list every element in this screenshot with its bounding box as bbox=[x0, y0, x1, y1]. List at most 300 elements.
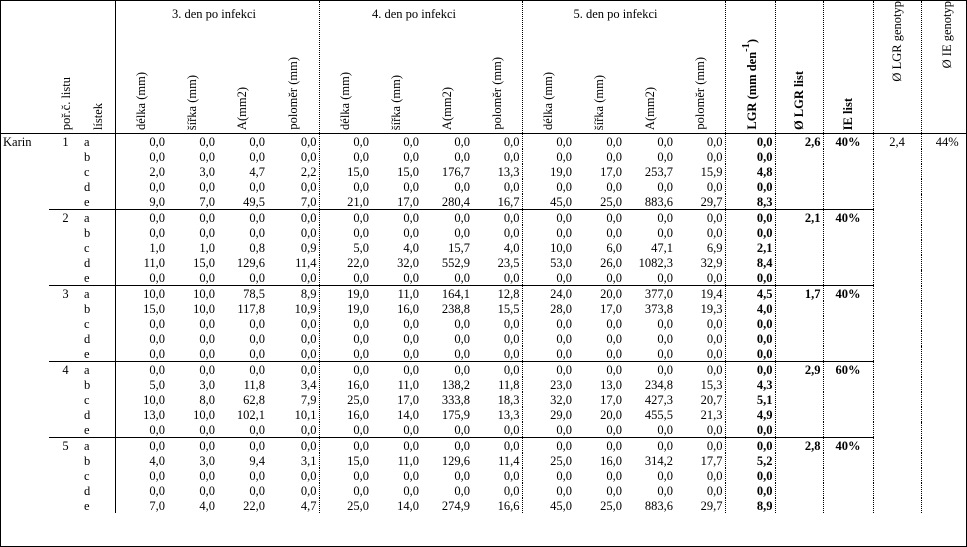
d3-area-cell: 0,0 bbox=[249, 422, 265, 437]
avg-lgr-leaf-blank bbox=[775, 270, 823, 286]
d5-length-cell: 32,0 bbox=[522, 392, 574, 407]
d4-radius-cell: 15,5 bbox=[497, 301, 520, 316]
d4-width-cell: 0,0 bbox=[403, 225, 419, 240]
d5-width-cell: 0,0 bbox=[606, 270, 622, 285]
d4-width-cell: 14,0 bbox=[397, 498, 419, 513]
lgr-cell: 0,0 bbox=[725, 134, 775, 150]
d5-width-cell: 0,0 bbox=[574, 438, 624, 454]
avg-lgr-genotype-blank bbox=[873, 392, 921, 407]
d3-area-cell: 11,8 bbox=[243, 377, 265, 392]
d3-area-cell: 0,0 bbox=[217, 134, 267, 150]
d3-radius-cell: 0,0 bbox=[300, 483, 317, 498]
d5-length-cell: 0,0 bbox=[522, 331, 574, 346]
avg-lgr-genotype-blank bbox=[873, 210, 921, 226]
avg-lgr-leaf-cell: 1,7 bbox=[775, 286, 823, 302]
d3-width-cell: 0,0 bbox=[199, 316, 215, 331]
header-d5-area: A(mm2) bbox=[624, 1, 675, 134]
lgr-cell: 0,0 bbox=[725, 468, 775, 483]
ie-leaf-blank bbox=[823, 392, 873, 407]
d4-area-cell: 138,2 bbox=[441, 377, 470, 392]
header-d5-length: délka (mm) bbox=[522, 1, 574, 134]
genotype-blank bbox=[1, 407, 49, 422]
d5-area-cell: 0,0 bbox=[657, 331, 673, 346]
d4-width-cell: 0,0 bbox=[403, 346, 419, 361]
lgr-cell: 0,0 bbox=[725, 483, 775, 498]
d4-length-cell: 0,0 bbox=[319, 179, 371, 194]
d3-area-cell: 0,0 bbox=[249, 346, 265, 361]
d5-area-cell: 314,2 bbox=[644, 453, 673, 468]
avg-lgr-leaf-blank bbox=[775, 225, 823, 240]
lgr-cell: 0,0 bbox=[725, 316, 775, 331]
avg-lgr-genotype-blank bbox=[873, 225, 921, 240]
table-row bbox=[1, 498, 967, 513]
d5-area-cell: 0,0 bbox=[657, 316, 673, 331]
d3-area-cell: 0,0 bbox=[249, 468, 265, 483]
leaf-number-blank bbox=[49, 498, 82, 513]
d4-width-cell: 0,0 bbox=[403, 149, 419, 164]
leaf-number-blank bbox=[49, 225, 82, 240]
d4-length-cell: 0,0 bbox=[319, 210, 371, 226]
lgr-cell: 4,8 bbox=[725, 164, 775, 179]
ie-leaf-blank bbox=[823, 483, 873, 498]
avg-lgr-genotype-blank bbox=[873, 194, 921, 210]
d3-length-cell: 0,0 bbox=[115, 270, 167, 286]
d3-width-cell: 0,0 bbox=[199, 179, 215, 194]
d4-area-cell: 129,6 bbox=[441, 453, 470, 468]
header-d3-length: délka (mm) bbox=[115, 1, 167, 134]
leaflet-letter: c bbox=[84, 468, 90, 483]
avg-ie-genotype-blank bbox=[921, 377, 967, 392]
avg-lgr-genotype-blank bbox=[873, 179, 921, 194]
d5-radius-cell: 0,0 bbox=[706, 225, 723, 240]
genotype-blank bbox=[1, 362, 49, 378]
d3-length-cell: 9,0 bbox=[115, 194, 167, 210]
lgr-cell: 4,9 bbox=[725, 407, 775, 422]
avg-lgr-leaf-blank bbox=[775, 346, 823, 362]
avg-ie-genotype-blank bbox=[921, 346, 967, 362]
d5-area-cell: 883,6 bbox=[644, 194, 673, 209]
header-d3-area: A(mm2) bbox=[217, 1, 267, 134]
leaflet-letter: b bbox=[84, 301, 91, 316]
d5-length-cell: 0,0 bbox=[522, 362, 574, 378]
avg-ie-genotype-blank bbox=[921, 194, 967, 210]
table-row bbox=[1, 422, 967, 438]
d5-radius-cell: 0,0 bbox=[706, 483, 723, 498]
group-label-day4: 4. den po infekci bbox=[371, 7, 456, 21]
d4-radius-cell: 0,0 bbox=[503, 316, 520, 331]
ie-leaf-blank bbox=[823, 316, 873, 331]
d3-width-cell: 0,0 bbox=[199, 331, 215, 346]
d4-length-cell: 0,0 bbox=[319, 225, 371, 240]
d4-radius-cell: 0,0 bbox=[503, 149, 520, 164]
d4-length-cell: 19,0 bbox=[319, 301, 371, 316]
d3-area-cell: 0,0 bbox=[249, 316, 265, 331]
ie-leaf-blank bbox=[823, 225, 873, 240]
leaf-number-blank bbox=[49, 346, 82, 362]
genotype-blank bbox=[1, 149, 49, 164]
genotype-blank bbox=[1, 225, 49, 240]
d3-radius-cell: 0,0 bbox=[300, 331, 317, 346]
d4-area-cell: 0,0 bbox=[454, 468, 470, 483]
leaf-number: 4 bbox=[49, 362, 82, 378]
d5-radius-cell: 20,7 bbox=[700, 392, 723, 407]
d4-width-cell: 0,0 bbox=[403, 316, 419, 331]
d3-area-cell: 62,8 bbox=[243, 392, 265, 407]
d4-radius-cell: 0,0 bbox=[503, 483, 520, 498]
d5-area-cell: 0,0 bbox=[657, 346, 673, 361]
leaflet-letter: b bbox=[84, 225, 91, 240]
table-row bbox=[1, 316, 967, 331]
avg-lgr-genotype-blank bbox=[873, 498, 921, 513]
d4-area-cell: 176,7 bbox=[441, 164, 470, 179]
d4-width-cell: 11,0 bbox=[371, 286, 421, 302]
avg-ie-genotype-blank bbox=[921, 301, 967, 316]
leaf-number-blank bbox=[49, 194, 82, 210]
table-row bbox=[1, 164, 967, 179]
d5-area-cell: 883,6 bbox=[644, 498, 673, 513]
d5-width-cell: 0,0 bbox=[574, 134, 624, 150]
leaflet-letter: e bbox=[84, 498, 90, 513]
leaf-number-blank bbox=[49, 407, 82, 422]
d5-width-cell: 17,0 bbox=[600, 301, 622, 316]
d5-area-cell: 427,3 bbox=[644, 392, 673, 407]
d3-length-cell: 0,0 bbox=[115, 362, 167, 378]
lgr-cell: 0,0 bbox=[725, 179, 775, 194]
d5-length-cell: 0,0 bbox=[522, 346, 574, 362]
d4-radius-cell: 11,4 bbox=[498, 453, 520, 468]
d4-length-cell: 15,0 bbox=[319, 453, 371, 468]
avg-lgr-genotype-blank bbox=[873, 407, 921, 422]
d3-area-cell: 0,0 bbox=[249, 225, 265, 240]
d4-area-cell: 274,9 bbox=[441, 498, 470, 513]
table-row bbox=[1, 194, 967, 210]
avg-lgr-leaf-blank bbox=[775, 331, 823, 346]
genotype-blank bbox=[1, 346, 49, 362]
d5-width-cell: 13,0 bbox=[600, 377, 622, 392]
d3-area-cell: 4,7 bbox=[249, 164, 265, 179]
d3-area-cell: 117,8 bbox=[237, 301, 265, 316]
d3-width-cell: 0,0 bbox=[199, 270, 215, 285]
leaflet-letter: a bbox=[82, 438, 115, 454]
d4-area-cell: 0,0 bbox=[421, 210, 472, 226]
d4-area-cell: 164,1 bbox=[421, 286, 472, 302]
avg-lgr-leaf-blank bbox=[775, 483, 823, 498]
d5-length-cell: 45,0 bbox=[522, 498, 574, 513]
d5-area-cell: 0,0 bbox=[657, 179, 673, 194]
d5-radius-cell: 29,7 bbox=[700, 498, 723, 513]
d3-radius-cell: 0,9 bbox=[300, 240, 317, 255]
d5-area-cell: 373,8 bbox=[644, 301, 673, 316]
avg-lgr-leaf-blank bbox=[775, 240, 823, 255]
avg-lgr-genotype-blank bbox=[873, 164, 921, 179]
d5-area-cell: 0,0 bbox=[657, 270, 673, 285]
ie-leaf-blank bbox=[823, 179, 873, 194]
header-leaf-order: poř.č. listu bbox=[49, 1, 82, 134]
d3-width-cell: 8,0 bbox=[199, 392, 215, 407]
genotype-blank bbox=[1, 194, 49, 210]
d5-radius-cell: 6,9 bbox=[706, 240, 723, 255]
d3-width-cell: 0,0 bbox=[167, 362, 217, 378]
d5-area-cell: 0,0 bbox=[624, 362, 675, 378]
d3-length-cell: 7,0 bbox=[115, 498, 167, 513]
d4-area-cell: 0,0 bbox=[421, 134, 472, 150]
leaf-number-blank bbox=[49, 149, 82, 164]
group-label-day5: 5. den po infekci bbox=[573, 7, 658, 21]
d3-radius-cell: 0,0 bbox=[267, 210, 319, 226]
d4-length-cell: 22,0 bbox=[319, 255, 371, 270]
d3-radius-cell: 0,0 bbox=[300, 149, 317, 164]
d5-width-cell: 0,0 bbox=[606, 346, 622, 361]
d4-radius-cell: 23,5 bbox=[497, 255, 520, 270]
leaflet-letter: b bbox=[84, 377, 91, 392]
lgr-cell: 0,0 bbox=[725, 438, 775, 454]
d3-width-cell: 3,0 bbox=[199, 453, 215, 468]
d4-radius-cell: 0,0 bbox=[472, 438, 522, 454]
genotype-blank bbox=[1, 255, 49, 270]
avg-lgr-leaf-blank bbox=[775, 407, 823, 422]
d3-length-cell: 4,0 bbox=[115, 453, 167, 468]
table-row bbox=[1, 179, 967, 194]
genotype-blank bbox=[1, 438, 49, 454]
d3-area-cell: 0,0 bbox=[249, 331, 265, 346]
avg-lgr-genotype-blank bbox=[873, 149, 921, 164]
d5-width-cell: 0,0 bbox=[574, 210, 624, 226]
d5-radius-cell: 0,0 bbox=[706, 422, 723, 437]
genotype-blank bbox=[1, 270, 49, 286]
leaflet-letter: c bbox=[84, 240, 90, 255]
avg-lgr-genotype-blank bbox=[873, 483, 921, 498]
table-row bbox=[1, 225, 967, 240]
lgr-cell: 0,0 bbox=[725, 149, 775, 164]
d3-length-cell: 0,0 bbox=[115, 210, 167, 226]
genotype-blank bbox=[1, 210, 49, 226]
avg-lgr-genotype-blank bbox=[873, 301, 921, 316]
avg-lgr-genotype-blank bbox=[873, 240, 921, 255]
d3-area-cell: 102,1 bbox=[236, 407, 265, 422]
d4-radius-cell: 16,7 bbox=[497, 194, 520, 209]
d4-length-cell: 21,0 bbox=[319, 194, 371, 210]
leaflet-letter: a bbox=[82, 134, 115, 150]
header-d5-width: šířka (mm) bbox=[574, 1, 624, 134]
d3-width-cell: 0,0 bbox=[167, 134, 217, 150]
d4-width-cell: 11,0 bbox=[397, 453, 419, 468]
leaf-growth-table bbox=[1, 1, 967, 513]
avg-ie-genotype-blank bbox=[921, 255, 967, 270]
ie-leaf-blank bbox=[823, 346, 873, 362]
genotype-blank bbox=[1, 377, 49, 392]
ie-leaf-blank bbox=[823, 468, 873, 483]
avg-lgr-genotype-blank bbox=[873, 286, 921, 302]
header-d3-width: šířka (mm) bbox=[167, 1, 217, 134]
d5-area-cell: 0,0 bbox=[657, 483, 673, 498]
avg-lgr-genotype-blank bbox=[873, 453, 921, 468]
d3-width-cell: 0,0 bbox=[199, 346, 215, 361]
lgr-cell: 5,1 bbox=[725, 392, 775, 407]
d4-length-cell: 0,0 bbox=[319, 316, 371, 331]
d3-width-cell: 0,0 bbox=[199, 225, 215, 240]
d4-area-cell: 0,0 bbox=[454, 316, 470, 331]
d4-area-cell: 0,0 bbox=[454, 149, 470, 164]
table-row bbox=[1, 407, 967, 422]
table-row bbox=[1, 270, 967, 286]
table-row bbox=[1, 483, 967, 498]
leaf-number-blank bbox=[49, 270, 82, 286]
d5-radius-cell: 0,0 bbox=[675, 438, 725, 454]
d3-area-cell: 0,0 bbox=[249, 483, 265, 498]
avg-lgr-leaf-blank bbox=[775, 498, 823, 513]
leaf-number-blank bbox=[49, 377, 82, 392]
d3-length-cell: 15,0 bbox=[115, 301, 167, 316]
ie-leaf-blank bbox=[823, 164, 873, 179]
d5-width-cell: 0,0 bbox=[606, 149, 622, 164]
d5-radius-cell: 0,0 bbox=[706, 316, 723, 331]
d5-width-cell: 0,0 bbox=[606, 422, 622, 437]
genotype-blank bbox=[1, 331, 49, 346]
d3-width-cell: 10,0 bbox=[193, 407, 215, 422]
d3-length-cell: 0,0 bbox=[115, 331, 167, 346]
d4-width-cell: 0,0 bbox=[371, 210, 421, 226]
d4-area-cell: 238,8 bbox=[441, 301, 470, 316]
avg-lgr-leaf-cell: 2,6 bbox=[775, 134, 823, 150]
d5-length-cell: 10,0 bbox=[522, 240, 574, 255]
d4-radius-cell: 0,0 bbox=[472, 362, 522, 378]
d4-length-cell: 15,0 bbox=[319, 164, 371, 179]
leaflet-letter: a bbox=[82, 286, 115, 302]
d5-radius-cell: 0,0 bbox=[706, 149, 723, 164]
avg-lgr-leaf-blank bbox=[775, 194, 823, 210]
genotype-blank bbox=[1, 164, 49, 179]
avg-ie-genotype-blank bbox=[921, 483, 967, 498]
d4-area-cell: 333,8 bbox=[441, 392, 470, 407]
leaf-number-blank bbox=[49, 316, 82, 331]
genotype-blank bbox=[1, 179, 49, 194]
d5-width-cell: 0,0 bbox=[606, 316, 622, 331]
d5-length-cell: 0,0 bbox=[522, 210, 574, 226]
d4-width-cell: 0,0 bbox=[403, 179, 419, 194]
avg-lgr-genotype-blank bbox=[873, 270, 921, 286]
leaf-number-blank bbox=[49, 255, 82, 270]
d5-width-cell: 20,0 bbox=[574, 286, 624, 302]
d4-length-cell: 19,0 bbox=[319, 286, 371, 302]
avg-ie-genotype-blank bbox=[921, 149, 967, 164]
d5-radius-cell: 15,3 bbox=[700, 377, 723, 392]
d5-area-cell: 0,0 bbox=[657, 468, 673, 483]
d3-radius-cell: 3,1 bbox=[300, 453, 317, 468]
d5-length-cell: 0,0 bbox=[522, 422, 574, 438]
d5-length-cell: 25,0 bbox=[522, 453, 574, 468]
d3-width-cell: 3,0 bbox=[199, 164, 215, 179]
d4-area-cell: 280,4 bbox=[441, 194, 470, 209]
d5-radius-cell: 0,0 bbox=[706, 179, 723, 194]
avg-ie-genotype-blank bbox=[921, 316, 967, 331]
leaflet-letter: e bbox=[84, 346, 90, 361]
d4-width-cell: 14,0 bbox=[397, 407, 419, 422]
d5-length-cell: 24,0 bbox=[522, 286, 574, 302]
d5-radius-cell: 0,0 bbox=[706, 346, 723, 361]
table-row bbox=[1, 210, 967, 226]
leaf-number: 5 bbox=[49, 438, 82, 454]
d3-radius-cell: 0,0 bbox=[300, 346, 317, 361]
d5-length-cell: 28,0 bbox=[522, 301, 574, 316]
leaflet-letter: a bbox=[82, 362, 115, 378]
d4-area-cell: 0,0 bbox=[454, 270, 470, 285]
leaflet-letter: b bbox=[84, 149, 91, 164]
lgr-cell: 4,0 bbox=[725, 301, 775, 316]
d5-width-cell: 0,0 bbox=[606, 179, 622, 194]
avg-lgr-leaf-blank bbox=[775, 179, 823, 194]
d4-radius-cell: 12,8 bbox=[472, 286, 522, 302]
leaflet-letter: c bbox=[84, 164, 90, 179]
avg-lgr-leaf-blank bbox=[775, 316, 823, 331]
d3-area-cell: 0,0 bbox=[249, 179, 265, 194]
d5-length-cell: 0,0 bbox=[522, 149, 574, 164]
header-avg-lgr-leaf: Ø LGR list bbox=[775, 1, 823, 134]
d3-width-cell: 10,0 bbox=[193, 301, 215, 316]
d5-radius-cell: 19,3 bbox=[700, 301, 723, 316]
header-d5-radius: poloměr (mm) bbox=[675, 1, 725, 134]
header-d4-area: A(mm2) bbox=[421, 1, 472, 134]
d3-radius-cell: 7,0 bbox=[300, 194, 317, 209]
d3-width-cell: 3,0 bbox=[199, 377, 215, 392]
d3-radius-cell: 2,2 bbox=[300, 164, 317, 179]
d4-area-cell: 0,0 bbox=[421, 362, 472, 378]
d3-length-cell: 0,0 bbox=[115, 422, 167, 438]
d4-radius-cell: 0,0 bbox=[472, 210, 522, 226]
d4-length-cell: 0,0 bbox=[319, 362, 371, 378]
leaflet-letter: e bbox=[84, 270, 90, 285]
d5-width-cell: 0,0 bbox=[606, 468, 622, 483]
d4-width-cell: 17,0 bbox=[397, 194, 419, 209]
table-row bbox=[1, 134, 967, 150]
header-d4-width: šířka (mm) bbox=[371, 1, 421, 134]
d3-radius-cell: 0,0 bbox=[300, 316, 317, 331]
avg-ie-genotype-blank bbox=[921, 407, 967, 422]
genotype-blank bbox=[1, 392, 49, 407]
d4-radius-cell: 0,0 bbox=[503, 422, 520, 437]
d3-length-cell: 0,0 bbox=[115, 179, 167, 194]
d4-width-cell: 11,0 bbox=[397, 377, 419, 392]
d4-width-cell: 15,0 bbox=[397, 164, 419, 179]
leaf-number-blank bbox=[49, 301, 82, 316]
d4-length-cell: 16,0 bbox=[319, 377, 371, 392]
d4-length-cell: 0,0 bbox=[319, 483, 371, 498]
d5-area-cell: 0,0 bbox=[657, 422, 673, 437]
d5-width-cell: 25,0 bbox=[600, 498, 622, 513]
avg-lgr-leaf-blank bbox=[775, 301, 823, 316]
table-row bbox=[1, 301, 967, 316]
leaflet-letter: c bbox=[84, 316, 90, 331]
d3-area-cell: 0,0 bbox=[249, 149, 265, 164]
d3-length-cell: 1,0 bbox=[115, 240, 167, 255]
leaflet-letter: a bbox=[82, 210, 115, 226]
genotype-blank bbox=[1, 316, 49, 331]
d5-length-cell: 0,0 bbox=[522, 179, 574, 194]
genotype-blank bbox=[1, 240, 49, 255]
d4-width-cell: 4,0 bbox=[403, 240, 419, 255]
d3-length-cell: 2,0 bbox=[115, 164, 167, 179]
d5-radius-cell: 0,0 bbox=[706, 468, 723, 483]
ie-leaf-blank bbox=[823, 301, 873, 316]
d5-length-cell: 0,0 bbox=[522, 316, 574, 331]
d5-radius-cell: 0,0 bbox=[706, 331, 723, 346]
d3-width-cell: 0,0 bbox=[199, 483, 215, 498]
d3-width-cell: 10,0 bbox=[167, 286, 217, 302]
d4-area-cell: 0,0 bbox=[421, 438, 472, 454]
leaf-number-blank bbox=[49, 483, 82, 498]
d5-area-cell: 234,8 bbox=[644, 377, 673, 392]
d4-width-cell: 0,0 bbox=[371, 438, 421, 454]
d5-length-cell: 45,0 bbox=[522, 194, 574, 210]
